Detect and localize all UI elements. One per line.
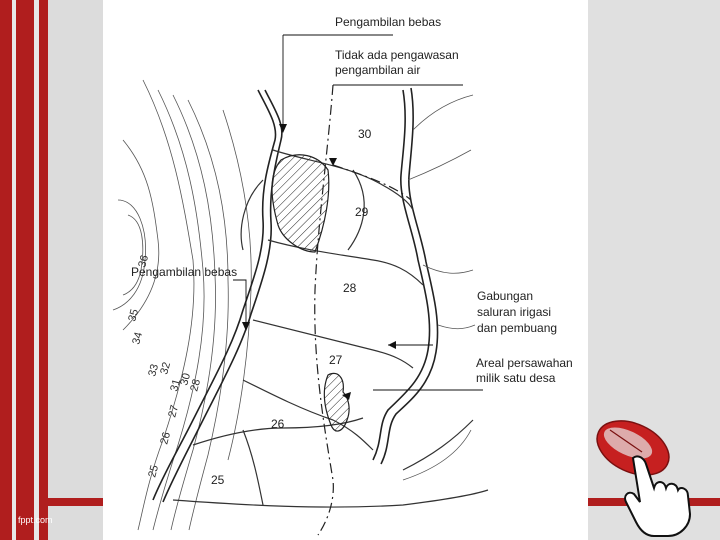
contour-label-26: 26: [271, 417, 285, 431]
hill-label-26: 26: [158, 430, 174, 446]
label-gabungan-1: Gabungan: [477, 289, 534, 303]
hill-label-31: 31: [168, 377, 184, 393]
hill-label-36: 36: [136, 253, 152, 269]
hill-label-25: 25: [146, 463, 162, 479]
arrow-top: [279, 124, 287, 133]
contour-label-27: 27: [329, 353, 343, 367]
mouse-hand-illustration: [588, 418, 720, 540]
rice-field-top: [272, 155, 329, 252]
right-contours: [403, 95, 475, 480]
label-areal-2: milik satu desa: [476, 371, 556, 385]
hill-label-32: 32: [158, 360, 174, 376]
label-pengambilan-bebas-top: Pengambilan bebas: [335, 15, 442, 29]
stripe-outer-red: [0, 0, 12, 540]
bottom-red-band: [48, 498, 103, 506]
label-gabungan-3: dan pembuang: [477, 321, 558, 335]
hill-label-28: 28: [188, 377, 204, 393]
contour-label-28: 28: [343, 281, 357, 295]
brand-label: fppt.com: [18, 515, 53, 525]
contour-label-25: 25: [211, 473, 225, 487]
boundary-line-2: [333, 165, 411, 200]
arrow-combined: [388, 341, 396, 349]
rice-field-village: [324, 374, 349, 432]
label-tidak-ada-1: Tidak ada pengawasan: [335, 48, 459, 62]
hill-label-30: 30: [178, 371, 194, 387]
channel-lines: [173, 150, 488, 507]
label-areal-1: Areal persawahan: [476, 356, 573, 370]
mouse-icon: [588, 418, 677, 486]
label-pengambilan-bebas-left: Pengambilan bebas: [131, 265, 238, 279]
contour-label-30: 30: [358, 127, 372, 141]
label-tidak-ada-2: pengambilan air: [335, 63, 421, 77]
hill-label-34: 34: [130, 330, 146, 346]
hill-label-35: 35: [126, 307, 142, 323]
hill-label-27: 27: [166, 403, 182, 419]
label-gabungan-2: saluran irigasi: [477, 305, 552, 319]
boundary-line: [315, 85, 334, 535]
contour-label-29: 29: [355, 205, 369, 219]
stripe-middle-red: [16, 0, 34, 540]
irrigation-map: [103, 0, 588, 540]
hill-label-33: 33: [146, 362, 162, 378]
stripe-inner-red: [39, 0, 48, 540]
stripe-grey: [48, 0, 103, 540]
